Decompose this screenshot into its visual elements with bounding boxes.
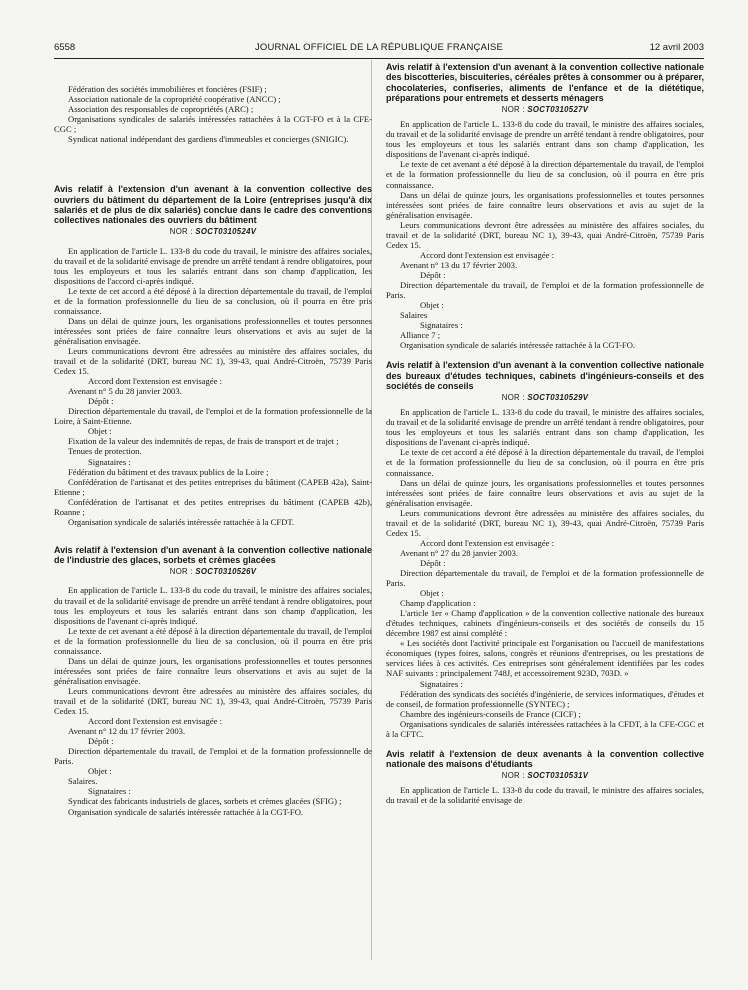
- signataire: Alliance 7 ;: [400, 330, 441, 341]
- paragraph: Dans un délai de quinze jours, les organisations professionnelles et toutes personnes intéressées sont priées de faire connaître leurs observations et avis au sujet de la généralisation envisagée.: [54, 655, 372, 686]
- nor-reference: [54, 227, 372, 237]
- signataire: Organisation syndicale de salariés intéressée rattachée à la CFDT.: [68, 516, 295, 527]
- nor-label: NOR :: [169, 227, 193, 237]
- nor-reference: [386, 105, 704, 115]
- article-text: L'article 1er « Champ d'application » de la convention collective nationale des bureaux d'études techniques, cabinets d'ingénieurs-conseils et des sociétés de conseils du 15 décembre 1987 est ainsi complété :: [386, 608, 704, 639]
- accord-value: Avenant n° 12 du 17 février 2003.: [68, 726, 186, 737]
- paragraph: Leurs communications devront être adressées au ministère des affaires sociales, du travail et de la solidarité (DRT, bureau NC 1), 39-43, quai André-Citroën, 75739 Paris Cedex 15.: [386, 507, 704, 538]
- objet-value: Tenues de protection.: [68, 446, 142, 457]
- notice-glaces: [54, 545, 372, 817]
- depot-label: Dépôt :: [88, 396, 114, 407]
- depot-label: Dépôt :: [420, 557, 446, 568]
- paragraph: Le texte de cet avenant a été déposé à la direction départementale du travail, de l'emploi et de la formation professionnelle du lieu de sa conclusion, où il pourra en être pris connaissance.: [386, 159, 704, 190]
- notice-title: Avis relatif à l'extension d'un avenant à la convention collective des ouvriers du bâtiment du département de la Loire (entreprises jusqu'à dix salariés et de plus de dix salariés) conclue dans le cadre des conventions collectives nationales des ouvriers du bâtiment: [54, 184, 372, 226]
- objet-label: Objet :: [420, 588, 444, 599]
- header-rule: [54, 58, 704, 59]
- journal-title: JOURNAL OFFICIEL DE LA RÉPUBLIQUE FRANÇAISE: [254, 42, 504, 53]
- nor-label: NOR :: [501, 393, 525, 403]
- paragraph: Leurs communications devront être adressées au ministère des affaires sociales, du travail et de la solidarité (DRT, bureau NC 1), 39-43, quai André-Citroën, 75739 Paris Cedex 15.: [54, 685, 372, 717]
- paragraph: Le texte de cet accord a été déposé à la direction départementale du travail, de l'emploi et de la formation professionnelle du lieu de sa conclusion, où il pourra en être pris connaissance.: [54, 285, 372, 316]
- signataires-label: Signataires :: [88, 786, 131, 797]
- paragraph: En application de l'article L. 133-8 du code du travail, le ministre des affaires sociales, du travail et de la solidarité envisage de prendre un arrêté tendant à rendre obligatoires, pour tous les employeurs et tous les salariés entrant dans son champ d'application, les dispositions de l'avenant ci-après indiqué.: [386, 119, 704, 160]
- nor-label: NOR :: [169, 567, 193, 577]
- depot-value: Direction départementale du travail, de l'emploi et de la formation professionnelle de la Loire, à Saint-Etienne.: [54, 406, 372, 427]
- notice-title: Avis relatif à l'extension d'un avenant à la convention collective nationale de l'industrie des glaces, sorbets et crèmes glacées: [54, 544, 372, 566]
- notice-title: Avis relatif à l'extension d'un avenant à la convention collective nationale des bureaux d'études techniques, cabinets d'ingénieurs-conseils et des sociétés de conseils: [386, 360, 704, 391]
- nor-code: SOCT0310526V: [195, 567, 257, 577]
- intro-list: [54, 84, 372, 144]
- signataires-label: Signataires :: [88, 456, 131, 467]
- page-header: [54, 42, 704, 58]
- paragraph: Le texte de cet accord a été déposé à la direction départementale du travail, de l'emploi et de la formation professionnelle du lieu de sa conclusion, où il pourra en être pris connaissance.: [386, 447, 704, 478]
- depot-label: Dépôt :: [88, 736, 114, 747]
- notice-title: Avis relatif à l'extension de deux avenants à la convention collective nationale des maisons d'étudiants: [386, 748, 704, 770]
- accord-label: Accord dont l'extension est envisagée :: [88, 376, 222, 387]
- page-number: 6558: [54, 42, 76, 53]
- accord-value: Avenant n° 5 du 28 janvier 2003.: [68, 386, 182, 397]
- notice-bureaux-etudes: [386, 360, 704, 738]
- accord-value: Avenant n° 27 du 28 janvier 2003.: [400, 547, 519, 558]
- depot-value: Direction départementale du travail, de l'emploi et de la formation professionnelle de Paris.: [54, 746, 372, 767]
- accord-label: Accord dont l'extension est envisagée :: [88, 716, 222, 727]
- paragraph: Dans un délai de quinze jours, les organisations professionnelles et toutes personnes intéressées sont priées de faire connaître leurs observations et avis au sujet de la généralisation envisagée.: [386, 189, 704, 220]
- accord-label: Accord dont l'extension est envisagée :: [420, 249, 554, 260]
- paragraph: Leurs communications devront être adressées au ministère des affaires sociales, du travail et de la solidarité (DRT, bureau NC 1), 39-43, quai André-Citroën, 75739 Paris Cedex 15.: [54, 345, 372, 377]
- paragraph: Leurs communications devront être adressées au ministère des affaires sociales, du travail et de la solidarité (DRT, bureau NC 1), 39-43, quai André-Citroën, 75739 Paris Cedex 15.: [386, 219, 704, 250]
- intro-item: Association nationale de la copropriété coopérative (ANCC) ;: [68, 94, 281, 105]
- paragraph: En application de l'article L. 133-8 du code du travail, le ministre des affaires sociales, du travail et de la solidarité envisage de prendre un arrêté tendant à rendre obligatoires, pour tous les employeurs et tous les salariés entrant dans son champ d'application, les dispositions de l'accord ci-après indiqué.: [54, 245, 372, 286]
- signataire: Syndicat des fabricants industriels de glaces, sorbets et crèmes glacées (SFIG) ;: [68, 796, 342, 807]
- paragraph: En application de l'article L. 133-8 du code du travail, le ministre des affaires sociales, du travail et de la solidarité envisage de prendre un arrêté tendant à rendre obligatoires, pour tous les employeurs et tous les salariés entrant dans son champ d'application, les dispositions de l'avenant ci-après indiqué.: [386, 407, 704, 448]
- paragraph: Dans un délai de quinze jours, les organisations professionnelles et toutes personnes intéressées sont priées de faire connaître leurs observations et avis au sujet de la généralisation envisagée.: [54, 315, 372, 346]
- paragraph: En application de l'article L. 133-8 du code du travail, le ministre des affaires sociales, du travail et de la solidarité envisage de prendre un arrêté tendant à rendre obligatoires, pour tous les employeurs et tous les salariés entrant dans son champ d'application, les dispositions de l'avenant ci-après indiqué.: [54, 585, 372, 626]
- signataire: Organisations syndicales de salariés intéressées rattachées à la CFDT, à la CFE-CGC et à la CFTC.: [386, 718, 704, 739]
- notice-loire: [54, 184, 372, 527]
- nor-code: SOCT0310524V: [195, 227, 257, 237]
- signataires-label: Signataires :: [420, 320, 463, 331]
- signataire: Organisation syndicale de salariés intéressée rattachée à la CGT-FO.: [400, 340, 636, 351]
- notice-maisons-etudiants: [386, 749, 704, 806]
- signataire: Organisation syndicale de salariés intéressée rattachée à la CGT-FO.: [68, 806, 304, 817]
- intro-item: Fédération des sociétés immobilières et foncières (FSIF) ;: [68, 84, 267, 94]
- objet-value: Salaires: [400, 310, 428, 321]
- signataire: Confédération de l'artisanat et des petites entreprises du bâtiment (CAPEB 42a), Saint-Etienne ;: [54, 476, 372, 497]
- notice-biscotteries: [386, 62, 704, 350]
- depot-label: Dépôt :: [420, 269, 446, 280]
- signataire: Chambre des ingénieurs-conseils de France (CICF) ;: [400, 708, 581, 719]
- paragraph: Dans un délai de quinze jours, les organisations professionnelles et toutes personnes intéressées sont priées de faire connaître leurs observations et avis au sujet de la généralisation envisagée.: [386, 477, 704, 508]
- nor-code: SOCT0310529V: [527, 393, 589, 403]
- accord-label: Accord dont l'extension est envisagée :: [420, 537, 554, 548]
- paragraph: En application de l'article L. 133-8 du code du travail, le ministre des affaires sociales, du travail et de la solidarité envisage de: [386, 785, 704, 806]
- intro-item: Organisations syndicales de salariés intéressées rattachées à la CGT-FO et à la CFE-CGC ;: [54, 114, 372, 135]
- nor-code: SOCT0310527V: [527, 105, 589, 115]
- objet-value: Champ d'application :: [400, 598, 476, 609]
- objet-label: Objet :: [88, 766, 112, 777]
- signataire: Fédération du bâtiment et des travaux publics de la Loire ;: [68, 466, 269, 477]
- objet-label: Objet :: [420, 300, 444, 311]
- signataire: Fédération des syndicats des sociétés d'ingénierie, de services informatiques, d'études et de conseil, de formation professionnelle (SYNTEC) ;: [386, 688, 704, 709]
- objet-label: Objet :: [88, 426, 112, 437]
- quoted-text: « Les sociétés dont l'activité principale est l'organisation ou l'accueil de manifestations économiques (types foires, salons, congrès et réunions d'entreprises, ou les prestations de services liées à ces activités. Ces entreprises sont généralement identifiées par les codes NAF suivants : principalement 748J, et accessoirement 923D, 703D. »: [386, 638, 704, 679]
- nor-reference: [386, 771, 704, 781]
- depot-value: Direction départementale du travail, de l'emploi et de la formation professionnelle de Paris.: [386, 279, 704, 301]
- paragraph: Le texte de cet avenant a été déposé à la direction départementale du travail, de l'emploi et de la formation professionnelle du lieu de sa conclusion, où il pourra en être pris connaissance.: [54, 625, 372, 656]
- signataire: Confédération de l'artisanat et des petites entreprises du bâtiment (CAPEB 42b), Roanne ;: [54, 496, 372, 517]
- depot-value: Direction départementale du travail, de l'emploi et de la formation professionnelle de Paris.: [386, 568, 704, 589]
- nor-reference: [54, 567, 372, 577]
- nor-reference: [386, 393, 704, 403]
- issue-date: 12 avril 2003: [649, 42, 704, 53]
- signataires-label: Signataires :: [420, 678, 463, 689]
- nor-label: NOR :: [501, 105, 525, 115]
- notice-title: Avis relatif à l'extension d'un avenant à la convention collective nationale des biscotteries, biscuiteries, céréales prêtes à consommer ou à préparer, chocolateries, confiseries, aliments de l'enfance et de la diététique, préparations pour entremets et desserts ménagers: [386, 62, 704, 103]
- objet-value: Fixation de la valeur des indemnités de repas, de frais de transport et de trajet ;: [68, 436, 339, 447]
- nor-label: NOR :: [501, 771, 525, 781]
- right-column: [386, 62, 704, 806]
- intro-item: Syndicat national indépendant des gardiens d'immeubles et concierges (SNIGIC).: [68, 134, 349, 145]
- accord-value: Avenant n° 13 du 17 février 2003.: [400, 259, 518, 270]
- left-column: [54, 84, 372, 817]
- intro-item: Association des responsables de copropriétés (ARC) ;: [68, 104, 254, 115]
- nor-code: SOCT0310531V: [527, 771, 589, 781]
- objet-value: Salaires.: [68, 776, 98, 787]
